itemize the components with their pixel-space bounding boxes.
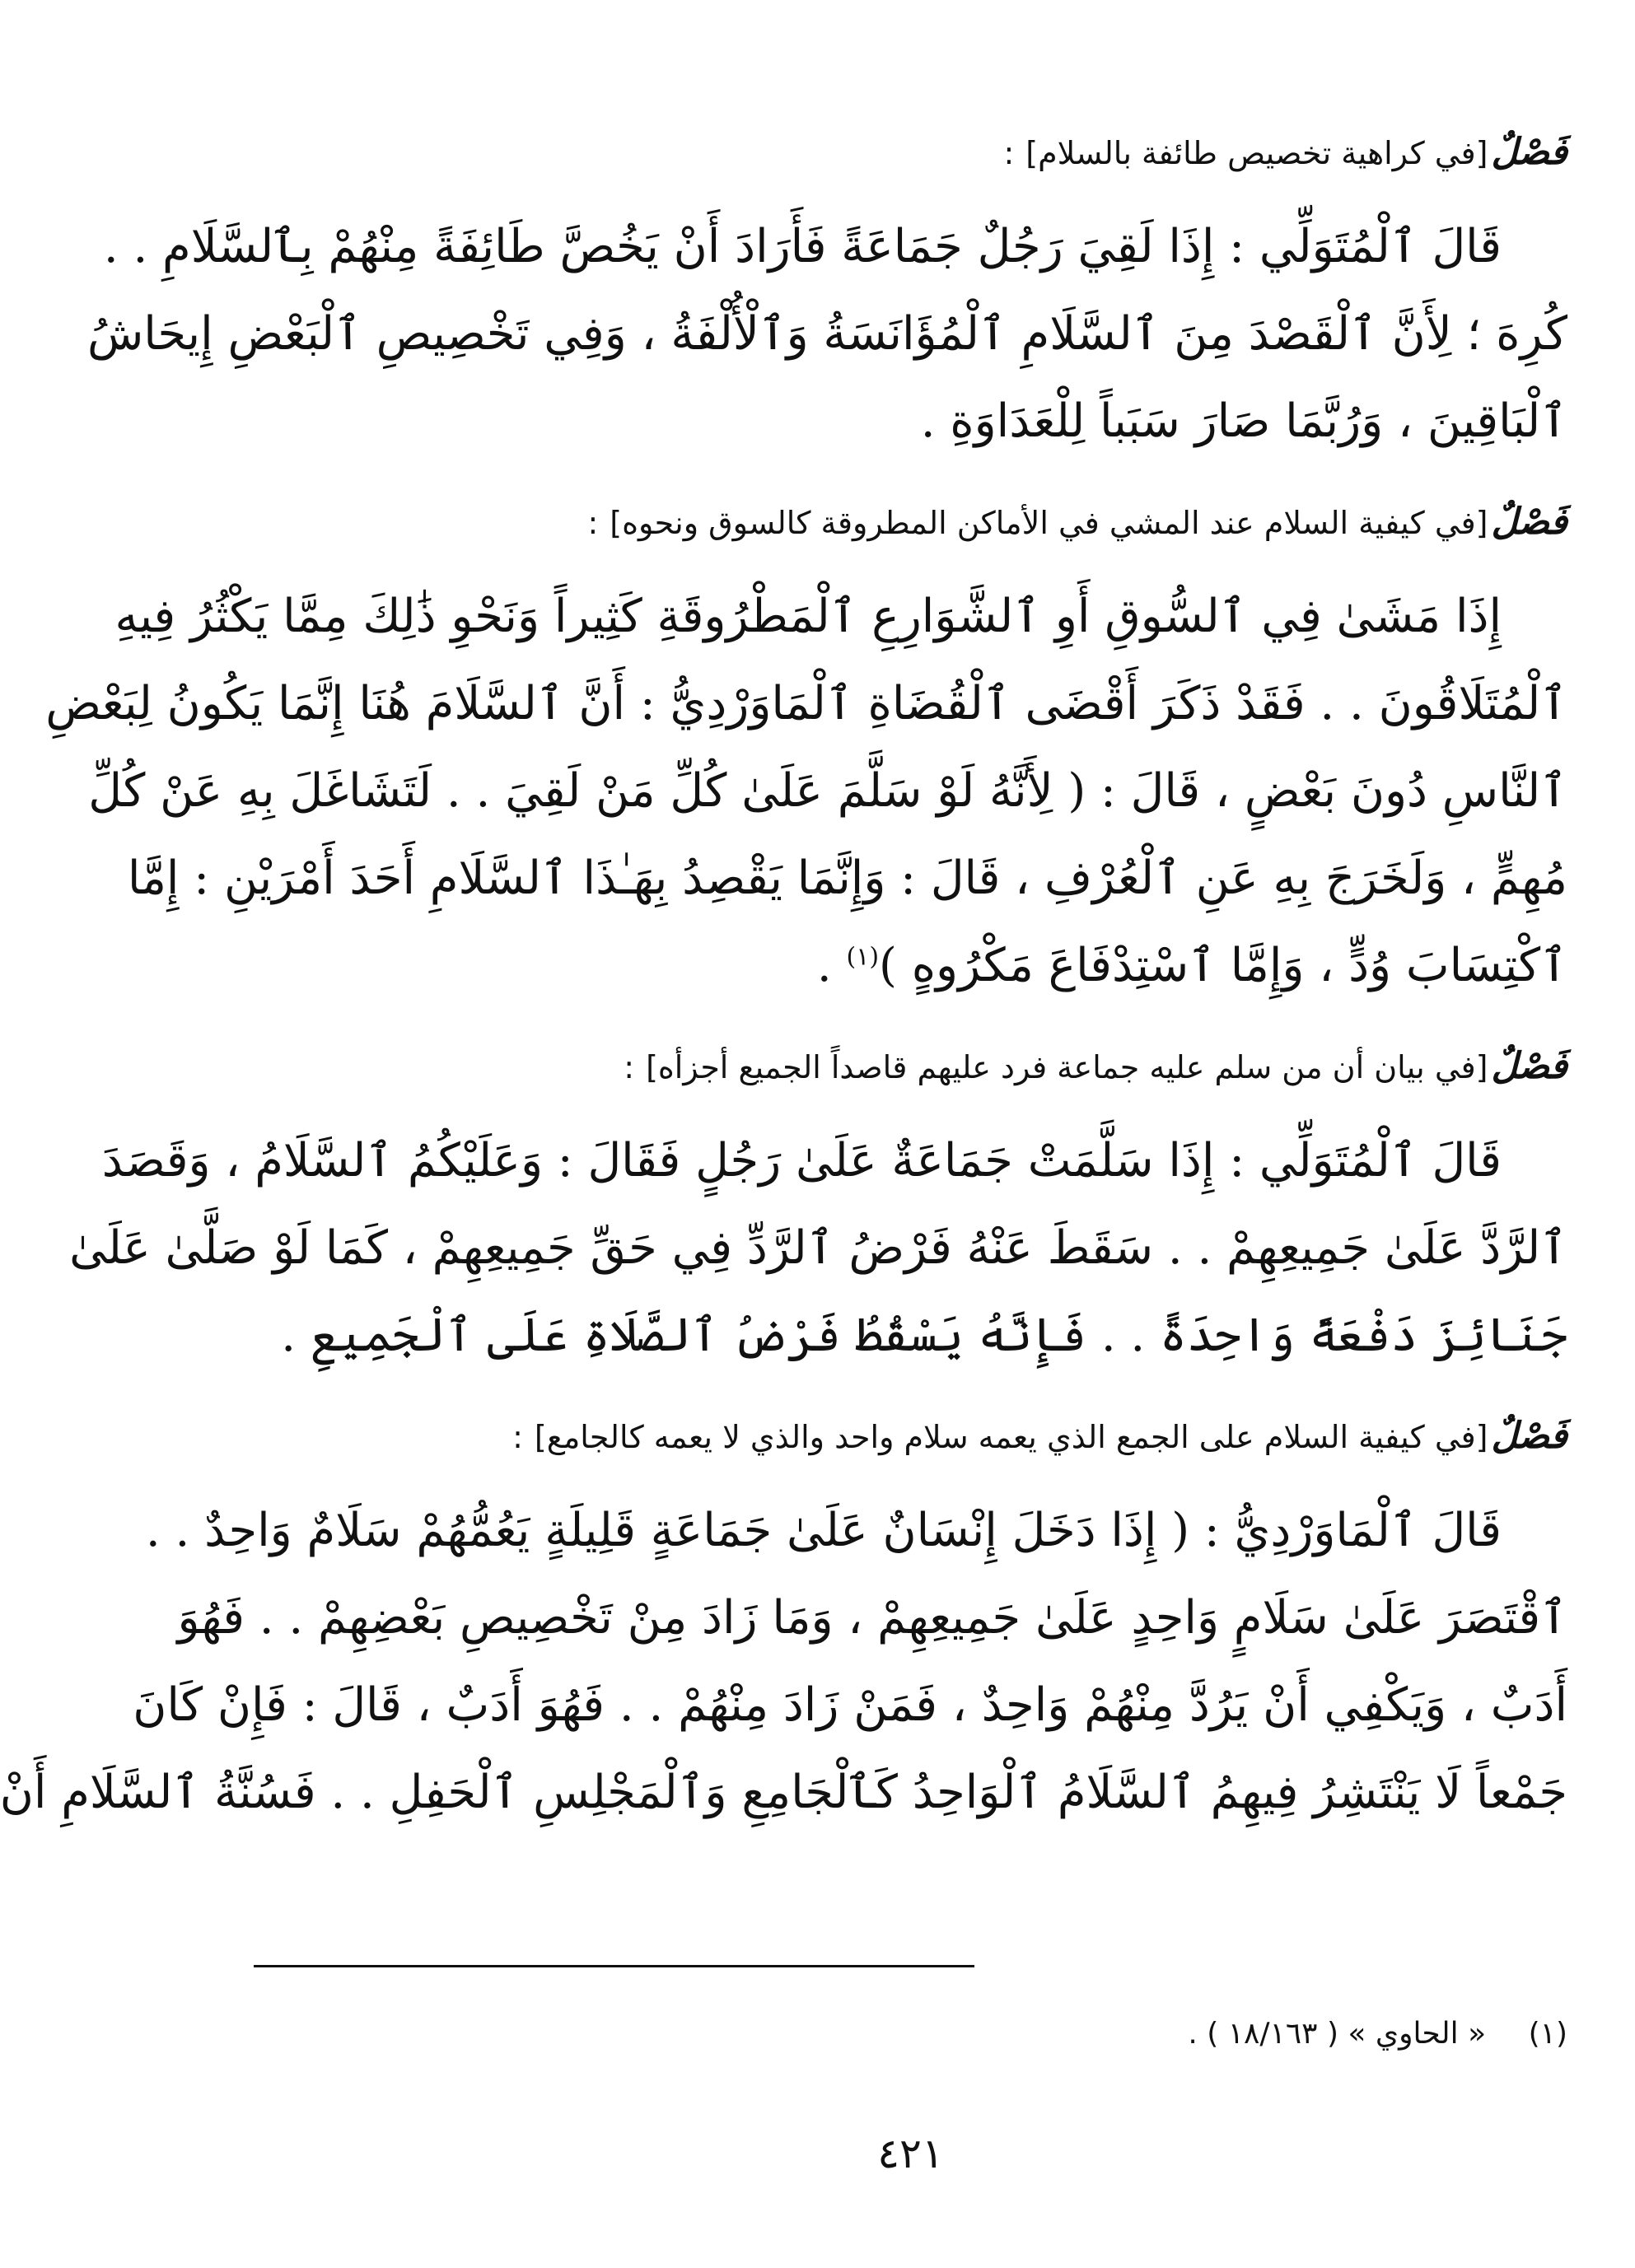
fasl-label: فَصْلٌ — [1491, 501, 1567, 543]
text-line: مُهِمٍّ ، وَلَخَرَجَ بِهِ عَنِ ٱلْعُرْفِ ، قَالَ : وَإِنَّمَا يَقْصِدُ بِهَـٰذَا ٱلسَّلَامِ أَحَدَ أَمْرَيْنِ : إِمَّا — [127, 852, 1567, 905]
section-heading — [254, 1407, 1567, 1466]
text-line: كُرِهَ ؛ لِأَنَّ ٱلْقَصْدَ مِنَ ٱلسَّلَامِ ٱلْمُؤَانَسَةُ وَٱلْأُلْفَةُ ، وَفِي تَخْصِيصِ ٱلْبَعْضِ إِيحَاشُ — [86, 307, 1567, 361]
paragraph — [86, 203, 1567, 465]
heading-colon: : — [587, 505, 599, 541]
text-line: جَنَائِزَ دَفْعَةً وَاحِدَةً . . فَإِنَّهُ يَسْقُطُ فَرْضُ ٱلصَّلَاةِ عَلَى ٱلْجَمِيعِ . — [281, 1309, 1567, 1362]
fasl-label: فَصْلٌ — [1491, 131, 1567, 173]
section-heading — [254, 1038, 1567, 1096]
section-title: [في كيفية السلام عند المشي في الأماكن المطروقة كالسوق ونحوه] — [610, 505, 1488, 541]
page-number: ٤٢١ — [877, 2130, 944, 2177]
footnote-divider — [254, 1965, 974, 1967]
footnote-text: « الحاوي » ( ١٨/١٦٣ ) . — [1188, 2017, 1487, 2051]
page-body — [0, 124, 1567, 1864]
paragraph — [45, 573, 1567, 1010]
section-heading — [254, 124, 1567, 182]
text-line: جَمْعاً لَا يَنْتَشِرُ فِيهِمُ ٱلسَّلَامُ ٱلْوَاحِدُ كَٱلْجَامِعِ وَٱلْمَجْلِسِ ٱلْحَفِلِ . . فَسُنَّةُ ٱلسَّلَامِ أَنْ — [0, 1766, 1567, 1819]
section-heading — [254, 493, 1567, 552]
section-title: [في كراهية تخصيص طائفة بالسلام] — [1025, 135, 1488, 171]
text-line: ٱلْمُتَلَاقُونَ . . فَقَدْ ذَكَرَ أَقْضَى ٱلْقُضَاةِ ٱلْمَاوَرْدِيُّ : أَنَّ ٱلسَّلَامَ هُنَا إِنَّمَا يَكُونُ لِبَعْضِ — [45, 677, 1567, 730]
section-title: [في بيان أن من سلم عليه جماعة فرد عليهم قاصداً الجميع أجزأه] — [646, 1049, 1488, 1085]
paragraph — [0, 1487, 1567, 1836]
heading-colon: : — [512, 1419, 523, 1455]
text-line-tail: . — [816, 939, 847, 992]
text-line: ٱلْبَاقِينَ ، وَرُبَّمَا صَارَ سَبَباً لِلْعَدَاوَةِ . — [920, 394, 1567, 448]
section-3 — [69, 1038, 1567, 1379]
section-4 — [0, 1407, 1567, 1836]
paragraph — [69, 1118, 1567, 1379]
heading-colon: : — [624, 1049, 635, 1085]
text-line: ٱلنَّاسِ دُونَ بَعْضٍ ، قَالَ : ( لِأَنَّهُ لَوْ سَلَّمَ عَلَىٰ كُلِّ مَنْ لَقِيَ . . لَتَشَاغَلَ بِهِ عَنْ كُلِّ — [88, 764, 1567, 818]
section-2 — [45, 493, 1567, 1010]
section-title: [في كيفية السلام على الجمع الذي يعمه سلام واحد والذي لا يعمه كالجامع] — [534, 1419, 1488, 1455]
fasl-label: فَصْلٌ — [1491, 1045, 1567, 1087]
footnote — [254, 2009, 1567, 2059]
text-line: قَالَ ٱلْمُتَوَلِّي : إِذَا لَقِيَ رَجُلٌ جَمَاعَةً فَأَرَادَ أَنْ يَخُصَّ طَائِفَةً مِنْهُمْ بِٱلسَّلَامِ . . — [103, 220, 1502, 273]
footnote-reference[interactable]: (١) — [846, 942, 880, 972]
text-line: أَدَبٌ ، وَيَكْفِي أَنْ يَرُدَّ مِنْهُمْ وَاحِدٌ ، فَمَنْ زَادَ مِنْهُمْ . . فَهُوَ أَدَبٌ ، قَالَ : فَإِنْ كَانَ — [133, 1678, 1567, 1732]
heading-colon: : — [1003, 135, 1015, 171]
text-line — [254, 922, 1567, 1010]
footnote-number: (١) — [1528, 2017, 1567, 2051]
text-line: قَالَ ٱلْمَاوَرْدِيُّ : ( إِذَا دَخَلَ إِنْسَانٌ عَلَىٰ جَمَاعَةٍ قَلِيلَةٍ يَعُمُّهُمْ سَلَامٌ وَاحِدٌ . . — [145, 1504, 1502, 1557]
text-line: ٱقْتَصَرَ عَلَىٰ سَلَامٍ وَاحِدٍ عَلَىٰ جَمِيعِهِمْ ، وَمَا زَادَ مِنْ تَخْصِيصِ بَعْضِهِمْ . . فَهُوَ — [177, 1591, 1567, 1645]
text-line-content: ٱكْتِسَابَ وُدٍّ ، وَإِمَّا ٱسْتِدْفَاعَ مَكْرُوهٍ ) — [879, 939, 1567, 992]
text-line: إِذَا مَشَىٰ فِي ٱلسُّوقِ أَوِ ٱلشَّوَارِعِ ٱلْمَطْرُوقَةِ كَثِيراً وَنَحْوِ ذَٰلِكَ مِمَّا يَكْثُرُ فِيهِ — [114, 590, 1502, 643]
text-line: ٱلرَّدَّ عَلَىٰ جَمِيعِهِمْ . . سَقَطَ عَنْهُ فَرْضُ ٱلرَّدِّ فِي حَقِّ جَمِيعِهِمْ ، كَمَا لَوْ صَلَّىٰ عَلَىٰ — [69, 1221, 1567, 1275]
fasl-label: فَصْلٌ — [1491, 1415, 1567, 1457]
text-line: قَالَ ٱلْمُتَوَلِّي : إِذَا سَلَّمَتْ جَمَاعَةٌ عَلَىٰ رَجُلٍ فَقَالَ : وَعَلَيْكُمُ ٱلسَّلَامُ ، وَقَصَدَ — [101, 1134, 1502, 1188]
section-1 — [86, 124, 1567, 465]
